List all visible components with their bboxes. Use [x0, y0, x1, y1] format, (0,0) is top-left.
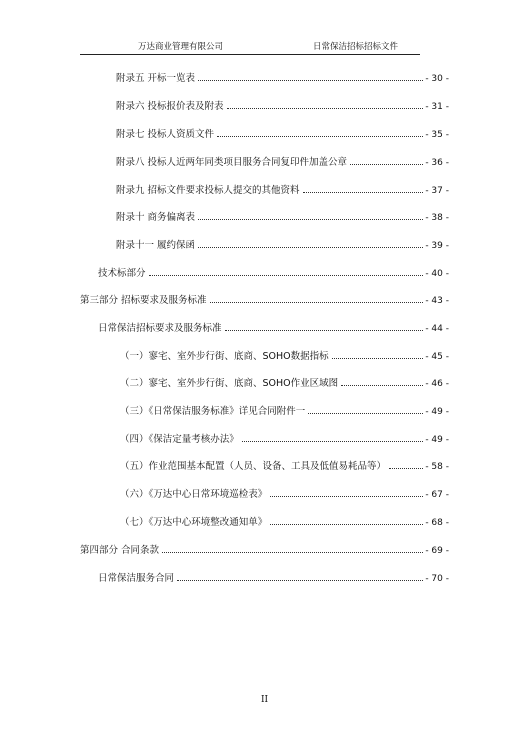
dot-leader	[270, 524, 423, 525]
toc-entry-appendix-5[interactable]	[116, 73, 449, 85]
dot-leader	[303, 192, 424, 193]
toc-entry-page: - 69 -	[425, 546, 449, 556]
toc-entry-appendix-7[interactable]	[116, 129, 449, 141]
toc-entry-technical-bid[interactable]	[98, 268, 449, 280]
toc-entry-page: - 44 -	[425, 324, 449, 334]
dot-leader	[225, 330, 424, 331]
toc-entry-page: - 35 -	[425, 130, 449, 140]
toc-entry-page: - 68 -	[425, 518, 449, 528]
toc-entry-item-3[interactable]	[120, 406, 449, 418]
dot-leader	[227, 108, 424, 109]
toc-entry-cleaning-requirements[interactable]	[98, 323, 449, 335]
toc-entry-title: 日常保洁招标要求及服务标准	[98, 323, 222, 334]
dot-leader	[162, 552, 423, 553]
toc-entry-page: - 49 -	[425, 435, 449, 445]
toc-entry-part-3[interactable]	[80, 295, 449, 307]
toc-entry-appendix-8[interactable]	[116, 157, 449, 169]
toc-entry-title: 第四部分 合同条款	[80, 545, 160, 556]
dot-leader	[198, 247, 423, 248]
toc-entry-appendix-10[interactable]	[116, 212, 449, 224]
toc-entry-page: - 39 -	[425, 241, 449, 251]
toc-entry-title: （七）《万达中心环境整改通知单》	[120, 517, 268, 528]
header-company: 万达商业管理有限公司	[138, 42, 224, 52]
page-number: II	[260, 695, 269, 705]
dot-leader	[308, 413, 423, 414]
toc-entry-appendix-9[interactable]	[116, 185, 449, 197]
toc-entry-page: - 43 -	[425, 296, 449, 306]
toc-entry-page: - 58 -	[425, 462, 449, 472]
toc-entry-title: 日常保洁服务合同	[98, 573, 175, 584]
dot-leader	[341, 385, 423, 386]
dot-leader	[198, 80, 423, 81]
toc-entry-page: - 67 -	[425, 490, 449, 500]
toc-entry-item-2[interactable]	[120, 378, 449, 390]
dot-leader	[270, 496, 423, 497]
toc-entry-title: （二）寥宅、室外步行街、底商、SOHO作业区域图	[120, 378, 339, 389]
toc-entry-page: - 49 -	[425, 407, 449, 417]
dot-leader	[210, 302, 424, 303]
toc-entry-service-contract[interactable]	[98, 573, 449, 585]
toc-entry-title: （三）《日常保洁服务标准》详见合同附件一	[120, 406, 306, 417]
dot-leader	[389, 468, 423, 469]
toc-entry-item-5[interactable]	[120, 461, 449, 473]
toc-entry-appendix-11[interactable]	[116, 240, 449, 252]
toc-entry-part-4[interactable]	[80, 545, 449, 557]
toc-entry-item-6[interactable]	[120, 489, 449, 501]
toc-entry-item-1[interactable]	[120, 351, 449, 363]
dot-leader	[332, 358, 424, 359]
header-document-title: 日常保洁招标招标文件	[313, 42, 399, 52]
dot-leader	[242, 441, 424, 442]
toc-entry-page: - 70 -	[425, 574, 449, 584]
toc-entry-title: 附录九 招标文件要求投标人提交的其他资料	[116, 185, 300, 196]
toc-entry-title: 附录六 投标报价表及附表	[116, 101, 224, 112]
toc-entry-item-7[interactable]	[120, 517, 449, 529]
dot-leader	[217, 136, 423, 137]
toc-entry-page: - 38 -	[425, 213, 449, 223]
toc-entry-title: （五）作业范围基本配置（人员、设备、工具及低值易耗品等）	[120, 461, 387, 472]
toc-entry-title: 附录七 投标人资质文件	[116, 129, 215, 140]
dot-leader	[149, 275, 424, 276]
toc-entry-page: - 45 -	[425, 352, 449, 362]
dot-leader	[198, 219, 423, 220]
dot-leader	[177, 580, 423, 581]
toc-entry-title: （一）寥宅、室外步行街、底商、SOHO数据指标	[120, 351, 329, 362]
toc-entry-item-4[interactable]	[120, 434, 449, 446]
toc-entry-appendix-6[interactable]	[116, 101, 449, 113]
toc-entry-page: - 40 -	[425, 269, 449, 279]
toc-entry-page: - 31 -	[425, 102, 449, 112]
dot-leader	[350, 164, 423, 165]
toc-entry-title: 第三部分 招标要求及服务标准	[80, 295, 207, 306]
toc-entry-page: - 46 -	[425, 379, 449, 389]
toc-entry-page: - 30 -	[425, 74, 449, 84]
toc-entry-title: 技术标部分	[98, 268, 146, 279]
toc-entry-title: （六）《万达中心日常环境巡检表》	[120, 489, 268, 500]
toc-entry-title: （四）《保洁定量考核办法》	[120, 434, 239, 445]
toc-entry-page: - 37 -	[425, 186, 449, 196]
toc-entry-title: 附录十一 履约保函	[116, 240, 196, 251]
toc-entry-page: - 36 -	[425, 158, 449, 168]
toc-entry-title: 附录八 投标人近两年同类项目服务合同复印件加盖公章	[116, 157, 348, 168]
toc-entry-title: 附录五 开标一览表	[116, 73, 196, 84]
toc-entry-title: 附录十 商务偏离表	[116, 212, 196, 223]
